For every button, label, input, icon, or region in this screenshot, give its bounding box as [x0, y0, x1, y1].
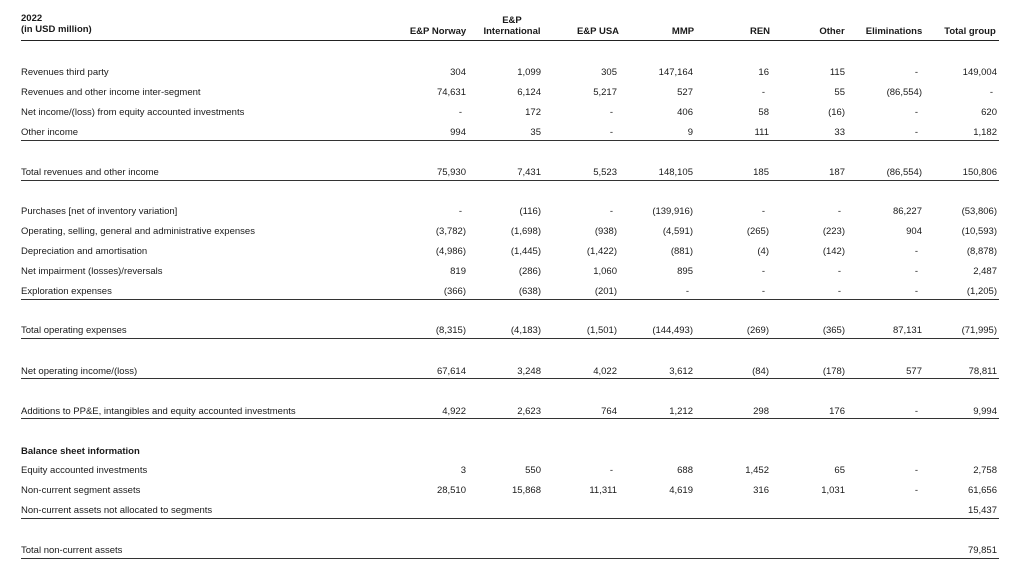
table-cell: (8,315) — [435, 325, 466, 336]
row-label: Net income/(loss) from equity accounted investments — [21, 107, 245, 118]
row-label: Non-current assets not allocated to segments — [21, 505, 213, 516]
table-cell: 764 — [601, 406, 617, 417]
table-cell: - — [458, 107, 462, 118]
table-cell: 819 — [450, 266, 466, 277]
column-header-line2: Other — [819, 26, 845, 37]
table-cell: (269) — [746, 325, 769, 336]
row-label: Total revenues and other income — [21, 167, 159, 178]
table-cell: (223) — [822, 226, 845, 237]
table-cell: 1,182 — [973, 127, 997, 138]
table-cell: 305 — [601, 67, 617, 78]
table-cell: 16 — [758, 67, 769, 78]
row-label: Purchases [net of inventory variation] — [21, 206, 178, 217]
table-cell: 148,105 — [658, 167, 693, 178]
table-cell: - — [685, 286, 689, 297]
table-cell: - — [914, 286, 918, 297]
rule-line — [21, 558, 999, 559]
table-cell: (8,878) — [966, 246, 997, 257]
table-cell: 6,124 — [517, 87, 541, 98]
column-header — [854, 15, 934, 37]
table-cell: 316 — [753, 485, 769, 496]
column-header — [930, 15, 1010, 37]
rule-line — [21, 418, 999, 419]
table-cell: 67,614 — [436, 366, 466, 377]
table-cell: - — [914, 266, 918, 277]
table-cell: - — [914, 127, 918, 138]
rule-line — [21, 180, 999, 181]
table-cell: - — [914, 67, 918, 78]
table-cell: 61,656 — [967, 485, 997, 496]
table-cell: - — [761, 266, 765, 277]
table-cell: 688 — [677, 465, 693, 476]
column-header-line2: International — [483, 26, 541, 37]
table-cell: 35 — [530, 127, 541, 138]
table-cell: (4,183) — [510, 325, 541, 336]
column-header-line1 — [720, 15, 800, 26]
table-cell: (1,501) — [586, 325, 617, 336]
table-cell: - — [761, 87, 765, 98]
table-cell: 78,811 — [968, 366, 997, 377]
table-cell: 15,437 — [967, 505, 997, 516]
table-cell: 86,227 — [892, 206, 922, 217]
table-cell: 620 — [981, 107, 997, 118]
table-cell: 172 — [525, 107, 541, 118]
table-cell: (881) — [670, 246, 693, 257]
table-cell: 3,248 — [517, 366, 541, 377]
year-label: 2022 — [21, 13, 43, 24]
table-cell: (86,554) — [886, 87, 922, 98]
table-cell: (144,493) — [652, 325, 693, 336]
table-cell: (938) — [594, 226, 617, 237]
row-label: Revenues and other income inter-segment — [21, 87, 201, 98]
table-cell: (4,986) — [435, 246, 466, 257]
table-cell: 895 — [677, 266, 693, 277]
rule-line — [21, 140, 999, 141]
table-cell: 150,806 — [962, 167, 997, 178]
table-cell: 1,031 — [821, 485, 845, 496]
row-label: Net operating income/(loss) — [21, 366, 138, 377]
table-cell: (201) — [594, 286, 617, 297]
column-header-line2: MMP — [671, 26, 695, 37]
table-cell: (139,916) — [652, 206, 693, 217]
column-header-line1 — [558, 15, 638, 26]
column-header-line1 — [398, 15, 478, 26]
table-cell: 187 — [829, 167, 845, 178]
table-cell: 1,099 — [517, 67, 541, 78]
table-cell: (366) — [443, 286, 466, 297]
table-cell: 55 — [834, 87, 845, 98]
table-cell: 79,851 — [967, 545, 997, 556]
row-label: Equity accounted investments — [21, 465, 148, 476]
column-header-line2: Total group — [944, 26, 996, 37]
rule-line — [21, 378, 999, 379]
table-cell: 2,487 — [973, 266, 997, 277]
table-cell: (3,782) — [435, 226, 466, 237]
row-label: Total operating expenses — [21, 325, 127, 336]
table-cell: 406 — [677, 107, 693, 118]
row-label: Other income — [21, 127, 79, 138]
table-cell: - — [989, 87, 993, 98]
table-cell: (1,698) — [510, 226, 541, 237]
table-cell: - — [914, 246, 918, 257]
row-label: Revenues third party — [21, 67, 109, 78]
column-header-line1 — [930, 15, 1010, 26]
table-cell: - — [914, 107, 918, 118]
table-cell: 550 — [525, 465, 541, 476]
table-cell: (286) — [518, 266, 541, 277]
table-cell: 2,623 — [517, 406, 541, 417]
table-cell: 9,994 — [973, 406, 997, 417]
table-cell: 87,131 — [892, 325, 922, 336]
row-label: Depreciation and amortisation — [21, 246, 148, 257]
column-header-line2: E&P USA — [576, 26, 620, 37]
unit-label: (in USD million) — [21, 24, 92, 35]
table-cell: 2,758 — [973, 465, 997, 476]
table-cell: (86,554) — [886, 167, 922, 178]
row-label: Total non-current assets — [21, 545, 123, 556]
table-cell: 185 — [753, 167, 769, 178]
table-cell: - — [837, 266, 841, 277]
column-header-line1 — [643, 15, 723, 26]
table-cell: (71,995) — [961, 325, 997, 336]
table-cell: 904 — [906, 226, 922, 237]
column-header-line2: REN — [749, 26, 771, 37]
table-cell: 58 — [758, 107, 769, 118]
column-header-line1 — [854, 15, 934, 26]
table-cell: (265) — [746, 226, 769, 237]
table-cell: - — [837, 206, 841, 217]
table-cell: 994 — [450, 127, 466, 138]
table-cell: 11,311 — [589, 485, 617, 496]
row-label: Exploration expenses — [21, 286, 112, 297]
table-cell: 4,022 — [593, 366, 617, 377]
table-cell: 75,930 — [436, 167, 466, 178]
table-cell: 5,523 — [593, 167, 617, 178]
rule-line — [21, 518, 999, 519]
row-label: Operating, selling, general and administrative expenses — [21, 226, 255, 237]
row-label: Net impairment (losses)/reversals — [21, 266, 163, 277]
table-cell: (4,591) — [662, 226, 693, 237]
table-cell: 9 — [687, 127, 693, 138]
table-cell: - — [761, 286, 765, 297]
table-cell: 149,004 — [962, 67, 997, 78]
table-caption — [21, 13, 92, 35]
table-cell: - — [761, 206, 765, 217]
table-cell: 298 — [753, 406, 769, 417]
column-header-line2: E&P Norway — [409, 26, 467, 37]
table-cell: (1,205) — [966, 286, 997, 297]
table-cell: 28,510 — [436, 485, 466, 496]
table-cell: (10,593) — [961, 226, 997, 237]
column-header-line1: E&P — [502, 15, 522, 26]
table-cell: (53,806) — [961, 206, 997, 217]
table-cell: 304 — [450, 67, 466, 78]
table-cell: 115 — [829, 67, 845, 78]
row-label: Non-current segment assets — [21, 485, 141, 496]
rule-line — [21, 40, 999, 41]
table-cell: (142) — [822, 246, 845, 257]
table-cell: - — [914, 406, 918, 417]
table-cell: 5,217 — [593, 87, 617, 98]
column-header — [720, 15, 800, 37]
table-cell: (178) — [822, 366, 845, 377]
column-header — [472, 15, 552, 37]
table-cell: (116) — [519, 206, 541, 217]
table-cell: 1,452 — [745, 465, 769, 476]
table-cell: 4,619 — [669, 485, 693, 496]
table-cell: (638) — [518, 286, 541, 297]
table-cell: (1,445) — [510, 246, 541, 257]
table-cell: 33 — [834, 127, 845, 138]
table-cell: (84) — [752, 366, 769, 377]
table-cell: 577 — [906, 366, 922, 377]
table-cell: 15,868 — [511, 485, 541, 496]
rule-line — [21, 338, 999, 339]
table-cell: 527 — [677, 87, 693, 98]
table-cell: 111 — [754, 127, 769, 138]
table-cell: (4) — [757, 246, 769, 257]
table-cell: 1,060 — [593, 266, 617, 277]
table-cell: (16) — [828, 107, 845, 118]
table-cell: (1,422) — [586, 246, 617, 257]
table-cell: 65 — [834, 465, 845, 476]
table-cell: - — [837, 286, 841, 297]
table-cell: - — [609, 206, 613, 217]
rule-line — [21, 299, 999, 300]
column-header-line2: Eliminations — [865, 26, 923, 37]
row-label: Additions to PP&E, intangibles and equity accounted investments — [21, 406, 296, 417]
column-header — [643, 15, 723, 37]
table-cell: - — [609, 465, 613, 476]
column-header — [558, 15, 638, 37]
table-cell: 74,631 — [436, 87, 466, 98]
table-cell: 176 — [829, 406, 845, 417]
table-cell: 7,431 — [517, 167, 541, 178]
table-cell: - — [914, 465, 918, 476]
table-cell: 3 — [460, 465, 466, 476]
row-label: Balance sheet information — [21, 446, 140, 457]
table-cell: 4,922 — [442, 406, 466, 417]
table-cell: - — [609, 127, 613, 138]
table-cell: 3,612 — [669, 366, 693, 377]
table-cell: - — [458, 206, 462, 217]
column-header — [398, 15, 478, 37]
table-cell: 147,164 — [658, 67, 693, 78]
table-cell: (365) — [822, 325, 845, 336]
table-cell: - — [914, 485, 918, 496]
table-cell: 1,212 — [669, 406, 693, 417]
table-cell: - — [609, 107, 613, 118]
